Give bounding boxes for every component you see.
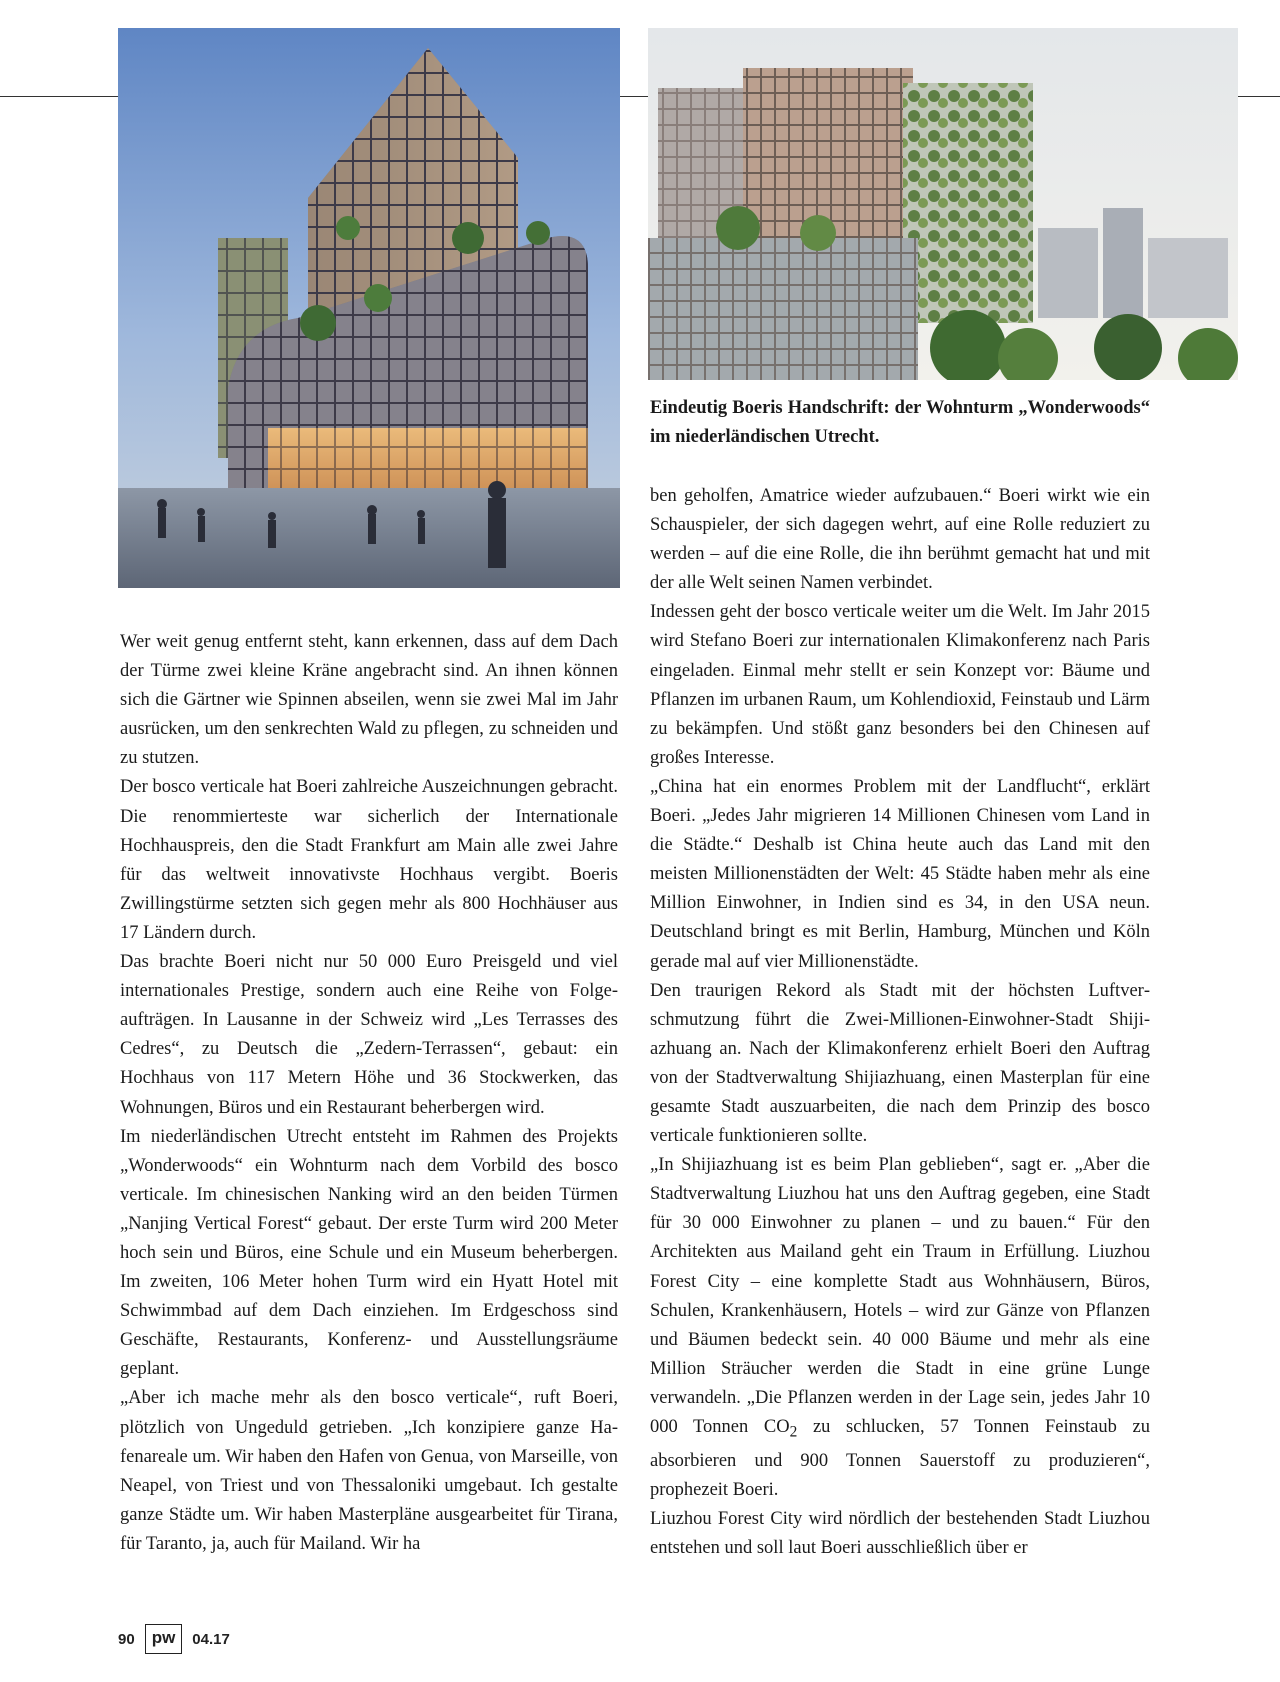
issue-number: 04.17 — [192, 1630, 230, 1648]
paragraph: Das brachte Boeri nicht nur 50 000 Euro Preisgeld und viel internationales Prestige, sondern auch eine Reihe von Folgeaufträgen. In Lausanne in der Schweiz wird „Les Terrasses des Cedres“, zu Deutsch die „Zedern-Terrassen“, gebaut: ein Hochhaus von 117 Metern Höhe und 36 Stockwerken, das Wohnungen, Büros und ein Restaurant beherbergen wird. — [120, 952, 618, 1118]
article-column-left — [120, 628, 618, 1559]
photo-caption: Eindeutig Boeris Handschrift: der Wohnturm „Wonderwoods“ im niederländischen Utrecht. — [650, 398, 1150, 447]
paragraph: Der bosco verticale hat Boeri zahlreiche Auszeichnungen gebracht. Die renommierteste war sicherlich der Internationale Hochhauspreis, den die Stadt Frankfurt am Main alle zwei Jahre für das weltweit innovativste Hochhaus vergibt. Boeris Zwillingstürme setzten sich gegen mehr als 800 Hochhäuser aus 17 Ländern durch. — [120, 777, 618, 943]
photo-wonderwoods-utrecht — [648, 28, 1238, 380]
paragraph: „Aber ich mache mehr als den bosco verticale“, ruft Boeri, plötzlich von Ungeduld getrieben. „Ich konzipiere ganze Hafenareale um. Wir haben den Hafen von Genua, von Marseille, von Neapel, von Triest und von Thessaloniki umgebaut. Ich gestalte ganze Städte um. Wir haben Masterpläne ausgearbeitet für Tirana, für Taranto, ja, auch für Mailand. Wir ha — [120, 1388, 618, 1554]
paragraph-text: zu schlucken, 57 Tonnen Feinstaub zu absorbieren und 900 Tonnen Sauerstoff zu produzieren“, prophezeit Boeri. — [650, 1417, 1150, 1500]
magazine-logo: pw — [145, 1624, 183, 1654]
article-column-right — [650, 482, 1150, 1563]
page-footer — [118, 1622, 230, 1656]
paragraph: ben geholfen, Amatrice wieder aufzubauen.“ Boeri wirkt wie ein Schauspieler, der sich dagegen wehrt, auf eine Rolle reduziert zu werden – auf die eine Rolle, die ihn berühmt gemacht hat und mit der alle Welt seinen Namen verbindet. — [650, 486, 1150, 594]
paragraph: Im niederländischen Utrecht entsteht im Rahmen des Projekts „Wonderwoods“ ein Wohnturm nach dem Vorbild des bosco verticale. Im chinesischen Nanking wird an den beiden Türmen „Nanjing Vertical Forest“ gebaut. Der erste Turm wird 200 Meter hoch sein und Büros, eine Schule und ein Museum beherbergen. Im zweiten, 106 Meter hohen Turm wird ein Hyatt Hotel mit Schwimmbad auf dem Dach einziehen. Im Erdgeschoss sind Geschäfte, Restaurants, Konferenz- und Ausstellungsräume geplant. — [120, 1126, 618, 1380]
paragraph: Liuzhou Forest City wird nördlich der bestehenden Stadt Liuzhou entstehen und soll laut Boeri ausschließlich über er — [650, 1508, 1150, 1559]
photo-terrasses-tower — [118, 28, 620, 588]
page-number: 90 — [118, 1630, 135, 1648]
co2-subscript: 2 — [789, 1423, 798, 1441]
paragraph: „China hat ein enormes Problem mit der Landflucht“, erklärt Boeri. „Jedes Jahr migrieren 14 Millionen Chinesen vom Land in die Städte.“ Deshalb ist China heute auch das Land mit den meisten Millionenstädten der Welt: 45 Städte haben mehr als eine Million Einwohner, in Indien sind es 34, in den USA neun. Deutschland bringt es mit Berlin, Hamburg, München und Köln gerade mal auf vier Millionenstädte. — [650, 776, 1150, 972]
header-rule-left — [0, 96, 118, 97]
paragraph: Den traurigen Rekord als Stadt mit der höchsten Luftverschmutzung führt die Zwei-Millionen-Einwohner-Stadt Shijiazhuang an. Nach der Klimakonferenz erhielt Boeri den Auftrag von der Stadtverwaltung Shijiazhuang, einen Masterplan für eine gesamte Stadt auszuarbeiten, die nach dem Prinzip des bosco verticale funktionieren sollte. — [650, 980, 1150, 1147]
paragraph — [650, 1151, 1150, 1505]
header-rule-middle — [620, 96, 648, 97]
paragraph-text: „In Shijiazhuang ist es beim Plan geblieben“, sagt er. „Aber die Stadtverwaltung Liuzhou hat uns den Auftrag gegeben, eine Stadt für 30 000 Einwohner zu planen – und zu bauen.“ Für den Architekten aus Mailand geht ein Traum in Erfüllung. Liuzhou Forest City – eine komplette Stadt aus Wohnhäusern, Büros, Schulen, Krankenhäusern, Hotels – wird zur Gänze von Pflanzen und Bäumen bedeckt sein. 40 000 Bäume und mehr als eine Million Sträucher werden die Stadt in eine grüne Lunge verwandeln. „Die Pflanzen werden in der Lage sein, jedes Jahr 10 000 Tonnen CO — [650, 1155, 1150, 1437]
paragraph: Wer weit genug entfernt steht, kann erkennen, dass auf dem Dach der Türme zwei kleine Kräne angebracht sind. An ihnen können sich die Gärtner wie Spinnen abseilen, wenn sie zwei Mal im Jahr ausrücken, um den senkrechten Wald zu pflegen, zu schneiden und zu stutzen. — [120, 632, 618, 769]
paragraph: Indessen geht der bosco verticale weiter um die Welt. Im Jahr 2015 wird Stefano Boeri zur internationalen Klimakonferenz nach Paris eingeladen. Einmal mehr stellt er sein Konzept vor: Bäume und Pflanzen im urbanen Raum, um Kohlendioxid, Feinstaub und Lärm zu bekämpfen. Und stößt ganz besonders bei den Chinesen auf großes Interesse. — [650, 602, 1150, 768]
header-rule-right — [1238, 96, 1280, 97]
